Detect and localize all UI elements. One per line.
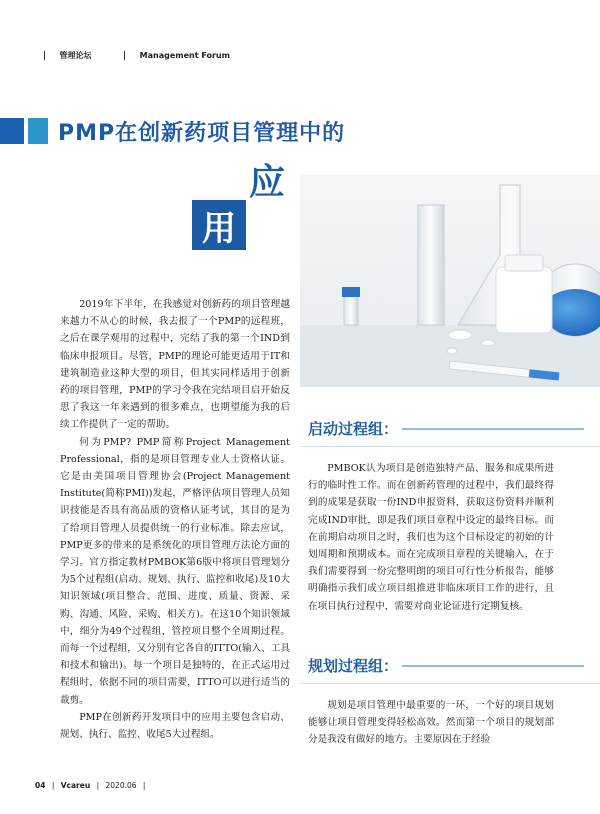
- header-divider: [44, 51, 45, 60]
- page-number: 04: [35, 781, 46, 790]
- title-accent-block: [0, 118, 24, 144]
- lab-glassware-photo: [300, 175, 600, 387]
- paragraph: 何为PMP? PMP简称Project Management Professional，指的是项目管理专业人士资格认证。它是由美国项目管理协会(Project Management Institute(简称PMI))发起，严格评估项目管理人员知识技能是否具有高品质的资格认证考试，其目的是为了给项目管理人员提供统一的行业标准。除去应试，PMP更多的带来的是系统化的项目管理方法论方面的学习。官方指定教材PMBOK第6版中将项目管理划分为5个过程组(启动、规划、执行、监控和收尾)及10大知识领域(项目整合、范围、进度、质量、资源、采购、沟通、风险、采购、相关方)。在这10个知识领域中，细分为49个过程组，管控项目整个全周期过程。而每一个过程组，又分别有它各自的ITTO(输入、工具和技术和输出)。每一个项目是独特的，在正式运用过程组时，依据不同的项目需要，ITTO可以进行适当的裁剪。: [60, 436, 290, 706]
- magazine-name: Vcareu: [60, 781, 91, 790]
- header-divider: [124, 51, 125, 60]
- article-title: PMP在创新药项目管理中的: [58, 121, 346, 146]
- lab-glassware-illustration: [300, 175, 600, 387]
- paragraph: 规划是项目管理中最重要的一环，一个好的项目规划能够让项目管理变得轻松高效。然而第一个项目的规划部分是我没有做好的地方。主要原因在于经验: [308, 700, 554, 746]
- section-heading: 规划过程组：: [308, 657, 399, 675]
- issue-date: 2020.06: [105, 781, 137, 790]
- paragraph: 2019年下半年，在我感觉对创新药的项目管理越来越力不从心的时候，我去报了一个PMP的远程班，之后在课学观用的过程中，完结了我的第一个IND到临床申报项目。尽管，PMP的理论可能更适用于IT和建筑制造业这种大型的项目，但其实同样适用于创新药的项目管理，PMP的学习令我在完结项目启开始反思了我这一年来遇到的很多难点，也期望能为我的后续工作提供了一定的帮助。: [60, 299, 290, 431]
- running-header: [44, 50, 230, 61]
- page-footer: 04 | Vcareu | 2020.06 |: [35, 781, 146, 790]
- title-char-2: 用: [192, 200, 246, 250]
- paragraph: PMBOK认为项目是创造独特产品、服务和成果所进行的临时性工作。而在创新药管理的过程中，我们最终得到的成果是获取一份IND申报资料，获取这份资料并顺利完成IND审批，即是我们项目章程中设定的最终目标。而在前期启动项目之时，我们也为这个目标设定的初始的计划周期和预期成本。而在完成项目章程的关键输入，在于我们需要得到一份完整明朗的项目可行性分析报告，能够明确指示我们成立项目组推进非临床项目工作的进行，且在项目执行过程中，需要对商业论证进行定期复核。: [308, 463, 554, 612]
- paragraph: PMP在创新药开发项目中的应用主要包含启动、规划、执行、监控、收尾5大过程组。: [60, 711, 290, 741]
- section-body: [308, 460, 554, 615]
- section-rule: [300, 446, 600, 447]
- header-section: 管理论坛: [59, 51, 92, 60]
- section-rule: [402, 428, 584, 430]
- header-english: Management Forum: [139, 51, 230, 60]
- section-heading: 启动过程组：: [308, 420, 399, 438]
- section-rule: [402, 665, 584, 667]
- title-accent-block: [28, 118, 48, 144]
- section-body: [308, 697, 554, 749]
- left-column: [60, 296, 290, 743]
- title-char-1: 应: [248, 161, 285, 203]
- section-rule: [300, 683, 600, 684]
